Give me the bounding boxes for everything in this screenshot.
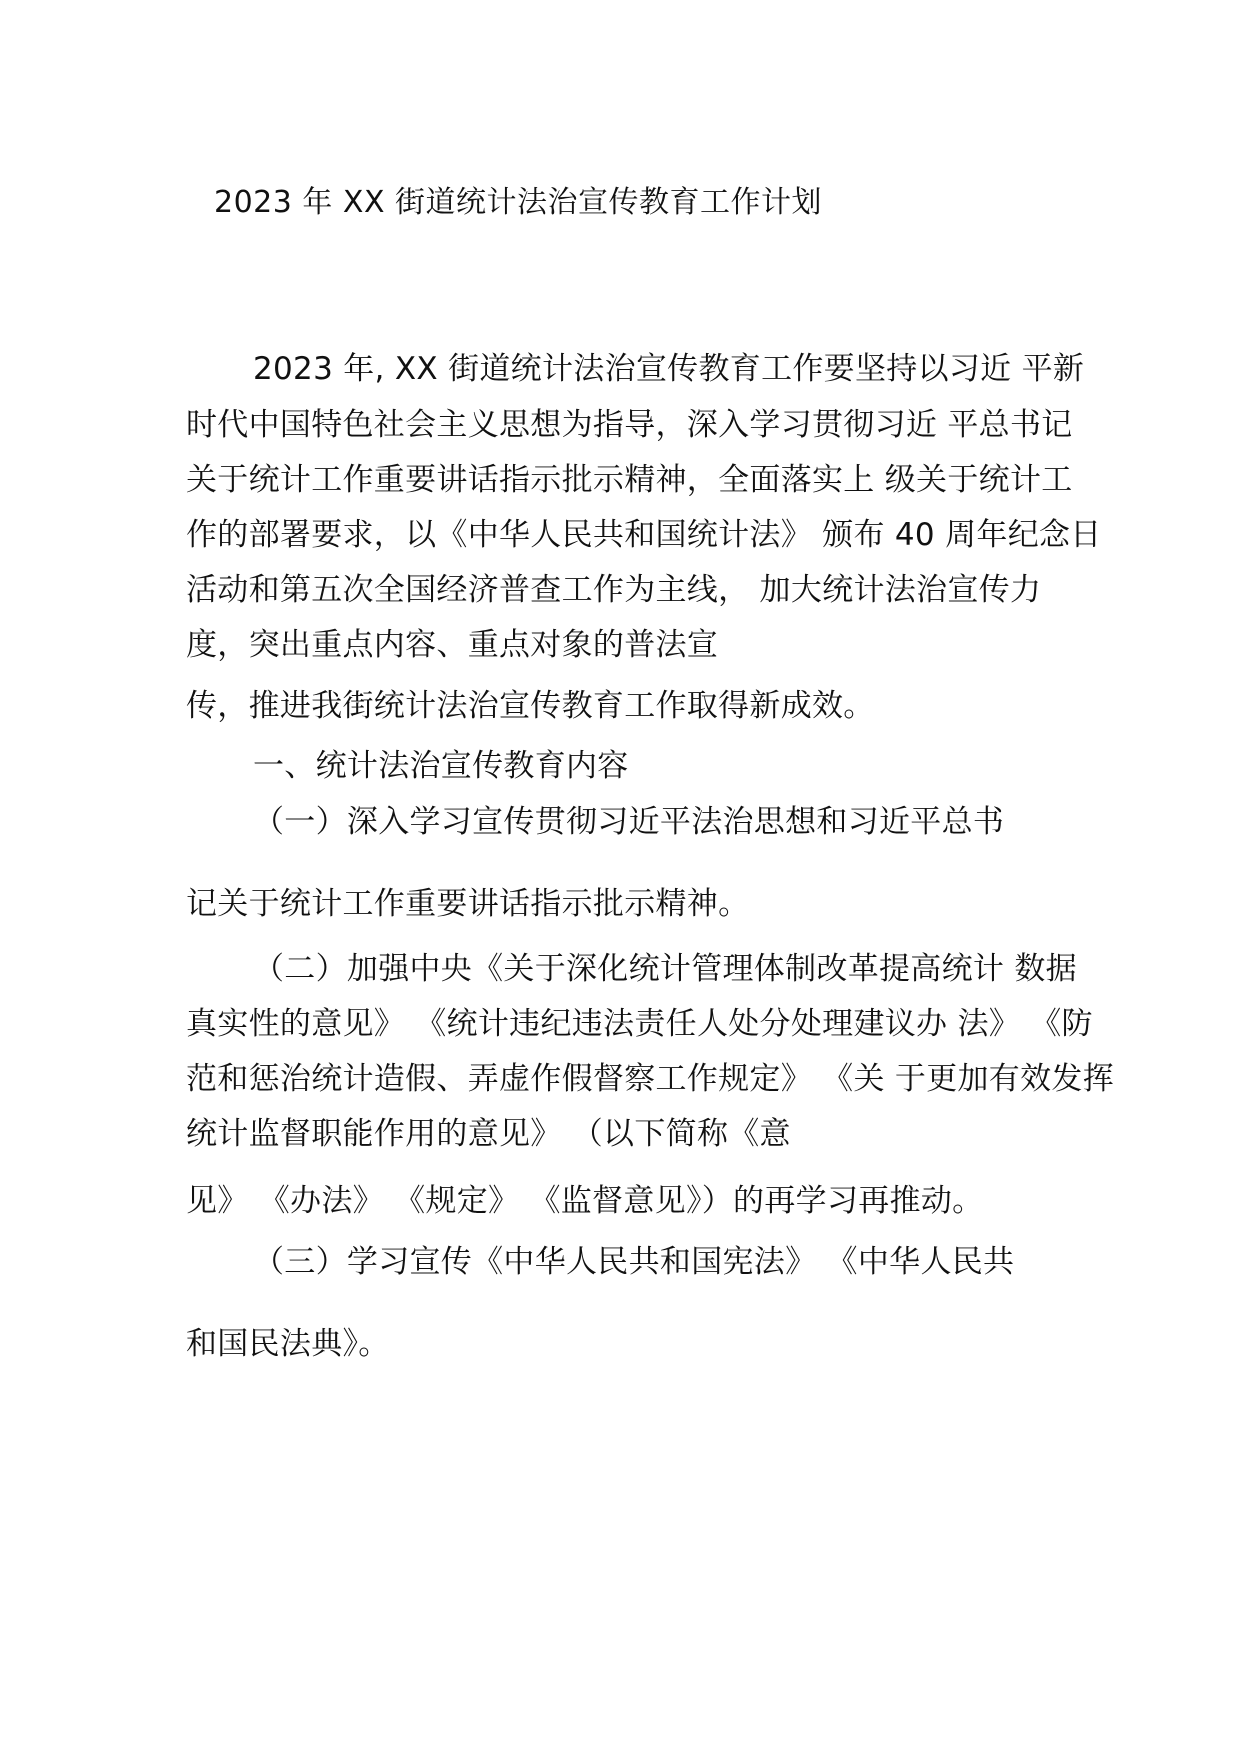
paragraph-line: （三）学习宣传《中华人民共和国宪法》 《中华人民共 — [253, 1244, 1015, 1280]
paragraph-line: 记关于统计工作重要讲话指示批示精神。 — [186, 886, 750, 922]
paragraph-line: 2023 年, XX 街道统计法治宣传教育工作要坚持以习近 平新 — [253, 351, 1085, 387]
paragraph-line: 传，推进我街统计法治宣传教育工作取得新成效。 — [186, 688, 875, 724]
paragraph-line: 关于统计工作重要讲话指示批示精神，全面落实上 级关于统计工 — [186, 462, 1073, 498]
paragraph-line: 时代中国特色社会主义思想为指导，深入学习贯彻习近 平总书记 — [186, 407, 1073, 443]
document-title: 2023 年 XX 街道统计法治宣传教育工作计划 — [214, 185, 823, 220]
paragraph-line: 度，突出重点内容、重点对象的普法宣 — [186, 627, 719, 663]
paragraph-line: 和国民法典》。 — [186, 1326, 390, 1362]
paragraph-line: 范和惩治统计造假、弄虚作假督察工作规定》 《关 于更加有效发挥 — [186, 1061, 1115, 1097]
paragraph-line: （一）深入学习宣传贯彻习近平法治思想和习近平总书 — [253, 804, 1005, 840]
paragraph-line: （二）加强中央《关于深化统计管理体制改革提高统计 数据 — [253, 951, 1077, 987]
paragraph-line: 统计监督职能作用的意见》 （以下简称《意 — [186, 1116, 791, 1152]
paragraph-line: 作的部署要求，以《中华人民共和国统计法》 颁布 40 周年纪念日 — [186, 517, 1102, 553]
paragraph-line: 见》 《办法》 《规定》 《监督意见》）的再学习再推动。 — [186, 1183, 984, 1219]
paragraph-line: 活动和第五次全国经济普查工作为主线， 加大统计法治宣传力 — [186, 572, 1042, 608]
paragraph-line: 真实性的意见》 《统计违纪违法责任人处分处理建议办 法》 《防 — [186, 1006, 1093, 1042]
section-heading: 一、统计法治宣传教育内容 — [253, 748, 629, 784]
